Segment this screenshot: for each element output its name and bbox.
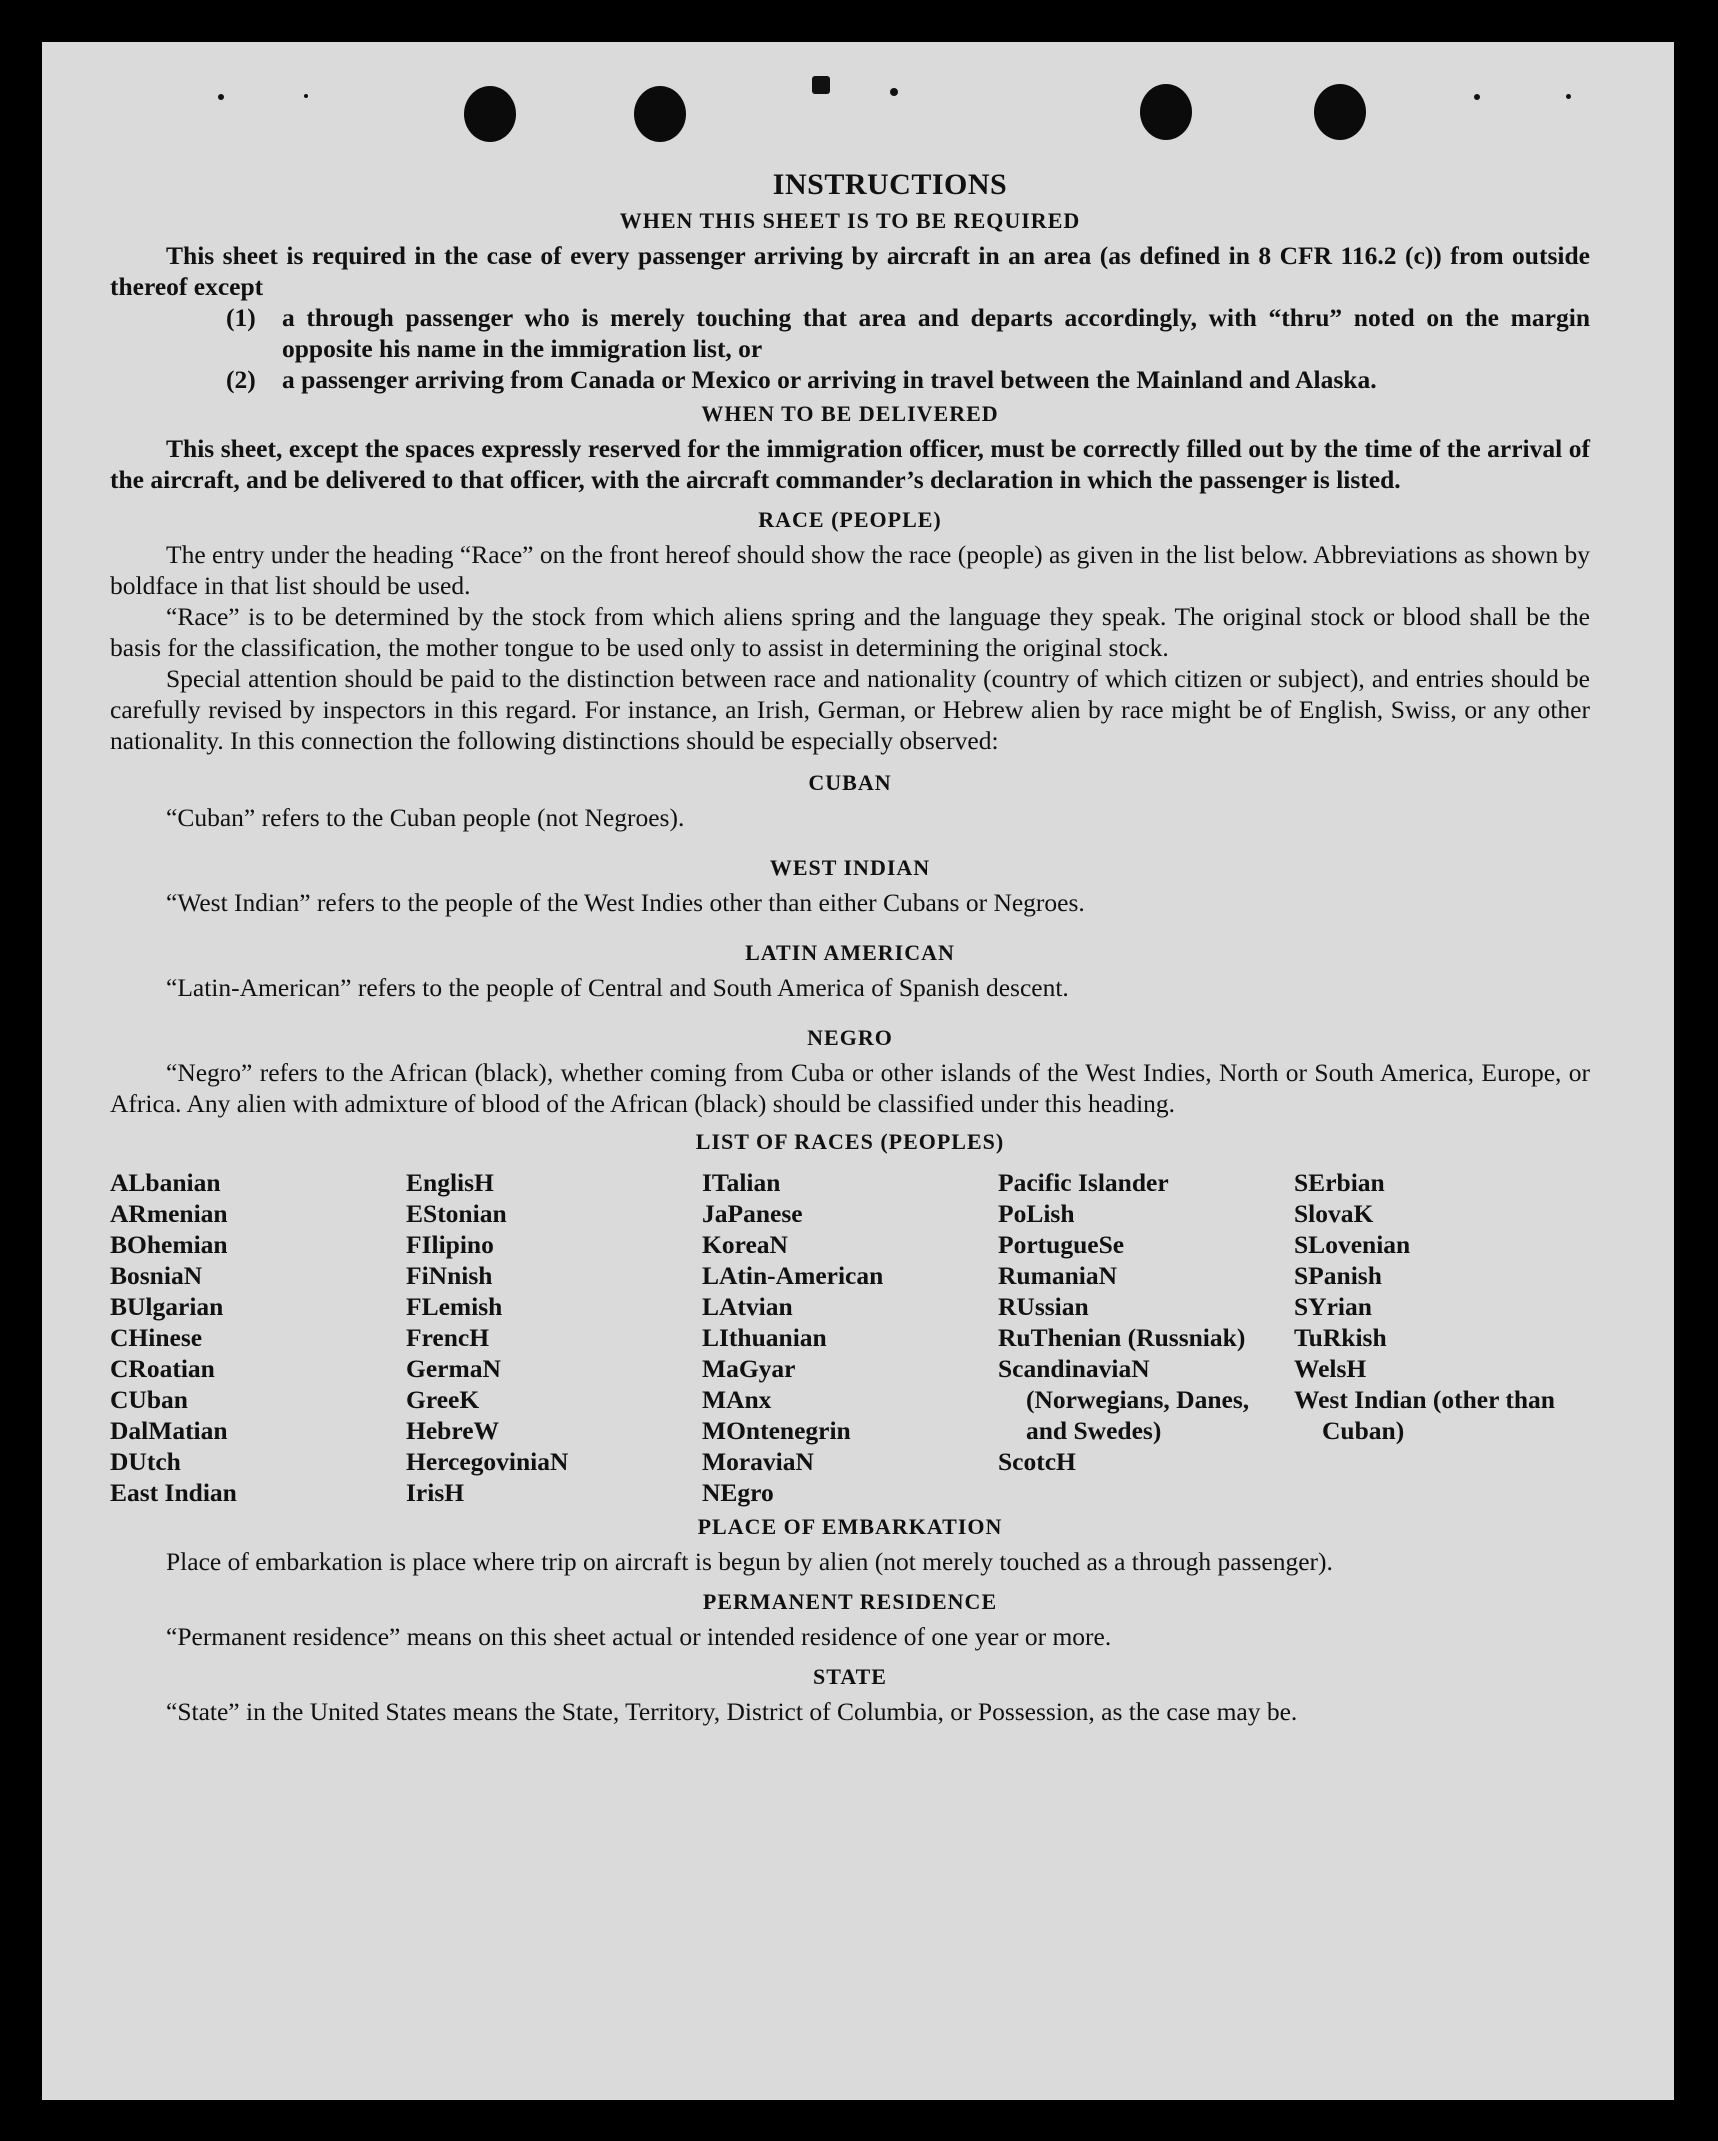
section-heading-residence: PERMANENT RESIDENCE: [702, 1589, 998, 1614]
race-entry: GermaN: [406, 1354, 501, 1383]
embarkation-text: Place of embarkation is place where trip on aircraft is begun by alien (not merely touched as a through passenger).: [166, 1547, 1333, 1576]
speck: [304, 94, 308, 98]
page-title: INSTRUCTIONS: [772, 168, 1008, 201]
race-entry: PoLish: [998, 1199, 1075, 1228]
section-heading-cuban: CUBAN: [808, 770, 892, 795]
negro-text: “Negro” refers to the African (black), whether coming from Cuba or other islands of the West Indies, North or South America, Europe, or Africa. Any alien with admixture of blood of the African (black) should be classified under this heading.: [110, 1058, 1590, 1118]
exception-number: (2): [226, 365, 256, 394]
race-entry: FiNnish: [406, 1261, 493, 1290]
race-entry: WelsH: [1294, 1354, 1367, 1383]
exception-item: [226, 302, 1590, 364]
race-entry: MAnx: [702, 1385, 772, 1414]
race-entry: CUban: [110, 1385, 188, 1414]
race-entry: SLovenian: [1294, 1230, 1411, 1259]
race-entry: SErbian: [1294, 1168, 1385, 1197]
section-heading-embarkation: PLACE OF EMBARKATION: [697, 1514, 1003, 1539]
exception-text: a passenger arriving from Canada or Mexico or arriving in travel between the Mainland and Alaska.: [282, 365, 1377, 394]
speck: [890, 88, 898, 96]
races-column-4: [998, 1167, 1294, 1508]
race-entry: EStonian: [406, 1199, 507, 1228]
race-entry: CRoatian: [110, 1354, 215, 1383]
race-entry: LIthuanian: [702, 1323, 827, 1352]
west-indian-text: “West Indian” refers to the people of the West Indies other than either Cubans or Negroes.: [166, 888, 1085, 917]
races-column-2: [406, 1167, 702, 1508]
race-entry: LAtin-American: [702, 1261, 884, 1290]
state-text: “State” in the United States means the State, Territory, District of Columbia, or Possession, as the case may be.: [166, 1697, 1298, 1726]
race-entry: ALbanian: [110, 1168, 221, 1197]
race-entry: GreeK: [406, 1385, 480, 1414]
punch-hole: [634, 86, 686, 142]
race-entry: JaPanese: [702, 1199, 803, 1228]
punch-hole: [464, 86, 516, 142]
race-entry: MoraviaN: [702, 1447, 814, 1476]
race-entry: BUlgarian: [110, 1292, 224, 1321]
race-entry: BOhemian: [110, 1230, 228, 1259]
race-entry: HebreW: [406, 1416, 500, 1445]
punch-hole: [1314, 84, 1366, 140]
race-entry: Pacific Islander: [998, 1168, 1169, 1197]
race-paragraph-1: The entry under the heading “Race” on the front hereof should show the race (people) as given in the list below. Abbreviations as shown by boldface in that list should be used.: [110, 540, 1590, 600]
races-column-5: [1294, 1167, 1590, 1508]
race-entry: SPanish: [1294, 1261, 1382, 1290]
race-entry: ScotcH: [998, 1447, 1076, 1476]
section-heading-delivered: WHEN TO BE DELIVERED: [701, 401, 999, 426]
speck: [1474, 94, 1480, 100]
punch-hole: [1140, 84, 1192, 140]
race-entry: CHinese: [110, 1323, 203, 1352]
latin-american-text: “Latin-American” refers to the people of Central and South America of Spanish descent.: [166, 973, 1069, 1002]
exception-number: (1): [226, 303, 256, 332]
race-entry: FIlipino: [406, 1230, 494, 1259]
races-list: [110, 1167, 1590, 1508]
required-intro: This sheet is required in the case of every passenger arriving by aircraft in an area (as defined in 8 CFR 116.2 (c)) from outside thereof except: [110, 241, 1590, 301]
section-heading-required: WHEN THIS SHEET IS TO BE REQUIRED: [619, 208, 1081, 233]
race-entry: PortugueSe: [998, 1230, 1125, 1259]
delivered-text: This sheet, except the spaces expressly reserved for the immigration officer, must be correctly filled out by the time of the arrival of the aircraft, and be delivered to that officer, with the aircraft commander’s declaration in which the passenger is listed.: [110, 434, 1590, 494]
race-entry: MaGyar: [702, 1354, 796, 1383]
race-entry: DUtch: [110, 1447, 181, 1476]
race-entry: ARmenian: [110, 1199, 228, 1228]
race-paragraph-2: “Race” is to be determined by the stock from which aliens spring and the language they speak. The original stock or blood shall be the basis for the classification, the mother tongue to be used only to assist in determining the original stock.: [110, 602, 1590, 662]
speck: [812, 76, 830, 94]
residence-text: “Permanent residence” means on this sheet actual or intended residence of one year or more.: [166, 1622, 1112, 1651]
instructions-content: [110, 168, 1590, 1727]
race-entry: RuThenian (Russniak): [998, 1323, 1246, 1352]
race-entry: LAtvian: [702, 1292, 793, 1321]
section-heading-west-indian: WEST INDIAN: [769, 855, 931, 880]
races-column-1: [110, 1167, 406, 1508]
section-heading-state: STATE: [813, 1664, 887, 1689]
speck: [218, 94, 224, 100]
section-heading-races-list: LIST OF RACES (PEOPLES): [695, 1129, 1005, 1154]
race-entry: West Indian (other than Cuban): [1294, 1385, 1555, 1445]
exception-text: a through passenger who is merely touching that area and departs accordingly, with “thru” noted on the margin opposite his name in the immigration list, or: [282, 303, 1590, 363]
race-entry: ScandinaviaN (Norwegians, Danes, and Swedes): [998, 1354, 1250, 1445]
race-entry: HercegoviniaN: [406, 1447, 569, 1476]
exception-item: [226, 364, 1590, 395]
race-entry: FrencH: [406, 1323, 490, 1352]
race-entry: DalMatian: [110, 1416, 228, 1445]
race-entry: TuRkish: [1294, 1323, 1387, 1352]
section-heading-negro: NEGRO: [807, 1025, 893, 1050]
race-entry: ITalian: [702, 1168, 781, 1197]
section-heading-race: RACE (PEOPLE): [758, 507, 942, 532]
race-paragraph-3: Special attention should be paid to the distinction between race and nationality (country of which citizen or subject), and entries should be carefully revised by inspectors in this regard. For instance, an Irish, German, or Hebrew alien by race might be of English, Swiss, or any other nationality. In this connection the following distinctions should be especially observed:: [110, 664, 1590, 755]
race-entry: IrisH: [406, 1478, 465, 1507]
speck: [1566, 94, 1571, 99]
race-entry: RumaniaN: [998, 1261, 1118, 1290]
race-entry: RUssian: [998, 1292, 1089, 1321]
race-entry: East Indian: [110, 1478, 237, 1507]
cuban-text: “Cuban” refers to the Cuban people (not Negroes).: [166, 803, 685, 832]
race-entry: KoreaN: [702, 1230, 788, 1259]
section-heading-latin-american: LATIN AMERICAN: [745, 940, 955, 965]
race-entry: MOntenegrin: [702, 1416, 851, 1445]
race-entry: EnglisH: [406, 1168, 494, 1197]
race-entry: SYrian: [1294, 1292, 1372, 1321]
race-entry: FLemish: [406, 1292, 503, 1321]
race-entry: SlovaK: [1294, 1199, 1374, 1228]
races-column-3: [702, 1167, 998, 1508]
race-entry: BosniaN: [110, 1261, 203, 1290]
race-entry: NEgro: [702, 1478, 774, 1507]
document-sheet: [42, 42, 1674, 2100]
